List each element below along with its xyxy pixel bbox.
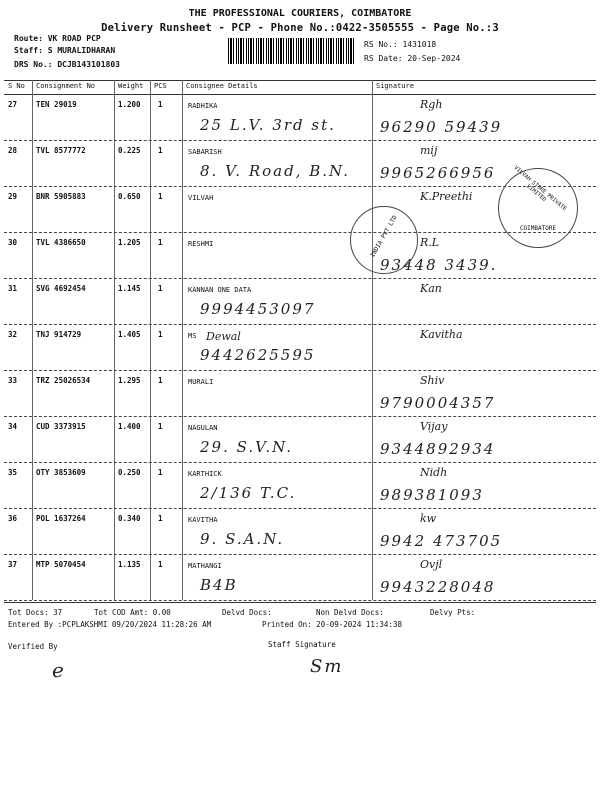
entered-by: Entered By :PCPLAKSHMI 09/20/2024 11:28:26 AM: [8, 620, 212, 629]
drs-number: DRS No.: DCJB143101803: [14, 60, 120, 69]
vilvah-stamp: [498, 165, 578, 248]
row-consignee-name: MURALI: [188, 378, 214, 386]
staff-signature-label: Staff Signature: [268, 640, 336, 649]
printed-on: Printed On: 20-09-2024 11:34:38: [262, 620, 402, 629]
col-divider: [182, 80, 183, 600]
row-consignee-name: VILVAH: [188, 194, 214, 202]
verified-by-label: Verified By: [8, 642, 58, 651]
stamp-city: COIMBATORE: [519, 225, 557, 232]
row-separator: [4, 600, 596, 601]
row-weight: 1.400: [118, 422, 141, 431]
row-handwritten-note: Dewal: [206, 330, 241, 343]
row-signature: mij: [420, 144, 438, 157]
barcode: [228, 38, 356, 64]
row-consignee-name: MS: [188, 332, 197, 340]
row-pcs: 1: [158, 284, 163, 293]
row-consignment-no: TRZ 25026534: [36, 376, 91, 385]
row-consignment-no: BNR 5905883: [36, 192, 86, 201]
row-sno: 35: [8, 468, 18, 477]
row-weight: 1.405: [118, 330, 141, 339]
row-sno: 28: [8, 146, 18, 155]
row-consignee-name: KANNAN ONE DATA: [188, 286, 252, 294]
row-consignment-no: TVL 4386650: [36, 238, 86, 247]
row-consignment-no: TVL 8577772: [36, 146, 86, 155]
row-handwritten-address: 9442625595: [200, 346, 316, 364]
row-handwritten-phone: 9943228048: [380, 578, 496, 596]
row-handwritten-phone: 989381093: [380, 486, 484, 504]
row-signature: Vijay: [420, 420, 448, 433]
tot-cod-amt: Tot COD Amt: 0.00: [94, 608, 171, 617]
row-handwritten-address: 2/136 T.C.: [200, 484, 297, 502]
row-consignment-no: TNJ 914729: [36, 330, 82, 339]
row-separator: [4, 140, 596, 141]
row-signature: kw: [420, 512, 437, 525]
row-pcs: 1: [158, 192, 163, 201]
row-handwritten-phone: 96290 59439: [380, 118, 503, 136]
row-weight: 1.200: [118, 100, 141, 109]
company-title: THE PROFESSIONAL COURIERS, COIMBATORE: [188, 8, 412, 19]
col-header-signature: Signature: [376, 82, 414, 90]
row-consignee-name: KARTHICK: [188, 470, 222, 478]
row-pcs: 1: [158, 560, 163, 569]
table-header-rule: [4, 94, 596, 95]
row-handwritten-phone: 9790004357: [380, 394, 496, 412]
row-pcs: 1: [158, 146, 163, 155]
row-sno: 37: [8, 560, 18, 569]
col-divider: [114, 80, 115, 600]
row-consignee-name: NAGULAN: [188, 424, 218, 432]
row-pcs: 1: [158, 422, 163, 431]
row-consignee-name: SABARISH: [188, 148, 222, 156]
row-weight: 1.135: [118, 560, 141, 569]
col-header-sno: S No: [8, 82, 25, 90]
row-consignment-no: MTP 5070454: [36, 560, 86, 569]
route-label: Route: VK ROAD PCP: [14, 34, 101, 43]
row-signature: K.Preethi: [420, 190, 473, 203]
row-consignee-name: KAVITHA: [188, 516, 218, 524]
row-weight: 0.650: [118, 192, 141, 201]
row-signature: Kavitha: [420, 328, 463, 341]
row-pcs: 1: [158, 468, 163, 477]
row-separator: [4, 370, 596, 371]
row-consignment-no: TEN 29019: [36, 100, 77, 109]
row-handwritten-address: 9. S.A.N.: [200, 530, 285, 548]
row-weight: 0.340: [118, 514, 141, 523]
verifier-signature: e: [52, 658, 66, 682]
row-sno: 30: [8, 238, 18, 247]
row-sno: 36: [8, 514, 18, 523]
row-separator: [4, 554, 596, 555]
row-sno: 27: [8, 100, 18, 109]
row-handwritten-address: 25 L.V. 3rd st.: [200, 116, 336, 134]
col-header-consignment: Consignment No: [36, 82, 96, 90]
runsheet-subtitle: Delivery Runsheet - PCP - Phone No.:0422-3505555 - Page No.:3: [101, 22, 499, 34]
row-weight: 1.145: [118, 284, 141, 293]
row-handwritten-address: 29. S.V.N.: [200, 438, 294, 456]
row-consignment-no: POL 1637264: [36, 514, 86, 523]
row-separator: [4, 462, 596, 463]
row-handwritten-phone: 9344892934: [380, 440, 496, 458]
row-weight: 0.225: [118, 146, 141, 155]
row-consignment-no: SVG 4692454: [36, 284, 86, 293]
col-header-weight: Weight: [118, 82, 144, 90]
row-signature: Kan: [420, 282, 442, 295]
row-separator: [4, 508, 596, 509]
row-handwritten-address: 9994453097: [200, 300, 316, 318]
col-header-pcs: PCS: [154, 82, 167, 90]
row-pcs: 1: [158, 238, 163, 247]
col-divider: [32, 80, 33, 600]
row-sno: 29: [8, 192, 18, 201]
company-stamp: [350, 206, 418, 274]
staff-signature: Sm: [310, 656, 344, 677]
row-signature: Shiv: [420, 374, 445, 387]
row-handwritten-phone: 9942 473705: [380, 532, 503, 550]
row-signature: Ovjl: [420, 558, 443, 571]
col-header-consignee: Consignee Details: [186, 82, 258, 90]
row-sno: 33: [8, 376, 18, 385]
row-signature: R.L: [420, 236, 440, 249]
row-weight: 1.295: [118, 376, 141, 385]
row-sno: 31: [8, 284, 18, 293]
row-consignee-name: RESHMI: [188, 240, 214, 248]
row-signature: Rgh: [420, 98, 443, 111]
rs-number: RS No.: 1431018: [364, 40, 437, 49]
row-sno: 34: [8, 422, 18, 431]
tot-docs: Tot Docs: 37: [8, 608, 63, 617]
row-pcs: 1: [158, 100, 163, 109]
stamp-text: INDIA PVT LTD: [369, 214, 399, 259]
row-pcs: 1: [158, 514, 163, 523]
row-separator: [4, 324, 596, 325]
row-separator: [4, 278, 596, 279]
row-signature: Nidh: [420, 466, 448, 479]
row-consignment-no: CUD 3373915: [36, 422, 86, 431]
row-consignment-no: OTY 3853609: [36, 468, 86, 477]
row-handwritten-phone: 93448 3439.: [380, 256, 498, 274]
row-handwritten-address: 8. V. Road, B.N.: [200, 162, 350, 180]
col-divider: [372, 80, 373, 600]
row-handwritten-phone: 9965266956: [380, 164, 496, 182]
footer-rule: [4, 602, 596, 603]
row-handwritten-address: B4B: [200, 576, 238, 594]
non-delvd-docs: Non Delvd Docs:: [316, 608, 384, 617]
col-divider: [150, 80, 151, 600]
row-sno: 32: [8, 330, 18, 339]
row-separator: [4, 416, 596, 417]
row-weight: 1.205: [118, 238, 141, 247]
rs-date: RS Date: 20-Sep-2024: [364, 54, 461, 63]
row-weight: 0.250: [118, 468, 141, 477]
row-consignee-name: MATHANGI: [188, 562, 222, 570]
delvy-pts: Delvy Pts:: [430, 608, 476, 617]
table-top-rule: [4, 80, 596, 81]
staff-label: Staff: S MURALIDHARAN: [14, 46, 116, 55]
stamp-text: VILVAH STORE PRIVATE LIMITED: [512, 165, 568, 213]
delvd-docs: Delvd Docs:: [222, 608, 272, 617]
row-pcs: 1: [158, 376, 163, 385]
row-consignee-name: RADHIKA: [188, 102, 218, 110]
row-pcs: 1: [158, 330, 163, 339]
